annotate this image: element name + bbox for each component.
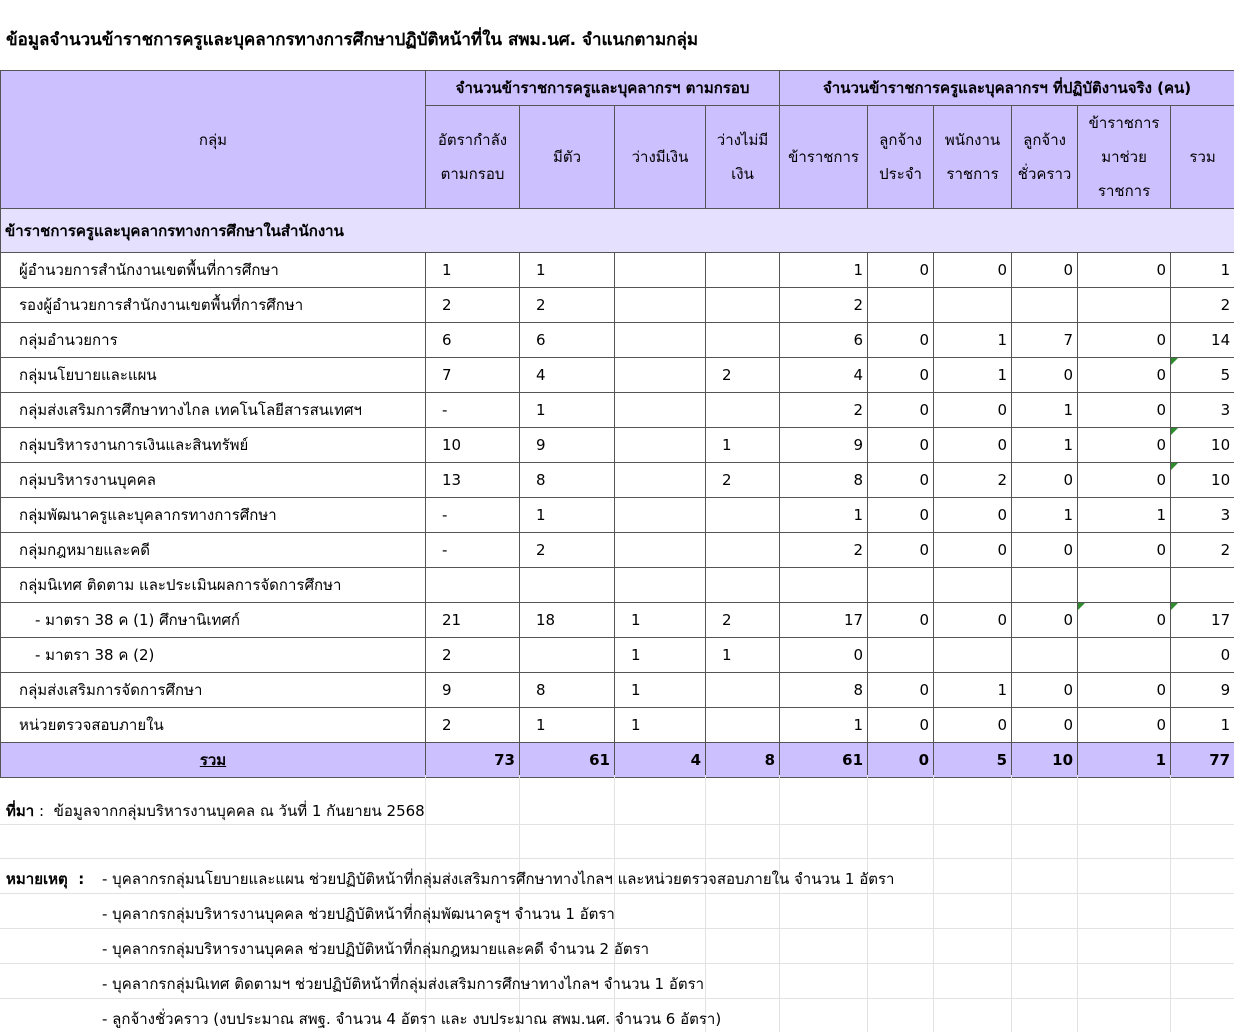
source-label: ที่มา (6, 802, 35, 820)
row-cell: 0 (934, 428, 1012, 463)
row-cell: 0 (934, 253, 1012, 288)
row-cell: 1 (780, 708, 868, 743)
total-cell: 0 (868, 743, 934, 778)
row-cell (615, 428, 706, 463)
row-cell (615, 393, 706, 428)
row-cell: 18 (520, 603, 615, 638)
row-cell: 2 (520, 288, 615, 323)
header-civil-servant: ข้าราชการ (788, 148, 859, 166)
remark-line: - บุคลากรกลุ่มนิเทศ ติดตามฯ ช่วยปฏิบัติหน้าที่กลุ่มส่งเสริมการศึกษาทางไกลฯ จำนวน 1 อัตรา (102, 975, 705, 993)
total-cell: 10 (1012, 743, 1078, 778)
remark-line: - บุคลากรกลุ่มบริหารงานบุคคล ช่วยปฏิบัติหน้าที่กลุ่มพัฒนาครูฯ จำนวน 1 อัตรา (102, 905, 615, 923)
total-label: รวม (1, 743, 426, 778)
row-cell: 1 (1078, 498, 1171, 533)
row-cell: 1 (934, 673, 1012, 708)
row-cell: 2 (780, 393, 868, 428)
row-cell: 0 (1078, 428, 1171, 463)
row-cell: 1 (520, 393, 615, 428)
row-cell: 0 (1078, 708, 1171, 743)
row-cell: 3 (1171, 393, 1234, 428)
row-cell (615, 253, 706, 288)
header-gov-employee: พนักงาน ราชการ (944, 131, 1001, 183)
row-cell: 0 (780, 638, 868, 673)
header-group: กลุ่ม (1, 71, 426, 209)
row-cell: 0 (934, 393, 1012, 428)
row-cell: 2 (706, 603, 780, 638)
row-cell: 0 (934, 708, 1012, 743)
row-cell: 0 (1078, 533, 1171, 568)
row-cell (934, 638, 1012, 673)
row-cell: - (426, 533, 520, 568)
row-cell (868, 568, 934, 603)
row-group-name: กลุ่มกฎหมายและคดี (1, 533, 426, 568)
source-note: ที่มา : ข้อมูลจากกลุ่มบริหารงานบุคคล ณ วันที่ 1 กันยายน 2568 (6, 802, 425, 820)
total-cell: 5 (934, 743, 1012, 778)
row-cell: 9 (780, 428, 868, 463)
header-present: มีตัว (552, 148, 582, 166)
row-cell: 2 (426, 288, 520, 323)
header-vacant-funded: ว่างมีเงิน (631, 148, 689, 166)
row-cell: 8 (780, 463, 868, 498)
row-cell: 1 (1171, 253, 1234, 288)
row-cell (615, 288, 706, 323)
row-cell: 0 (1012, 533, 1078, 568)
row-cell: 0 (1012, 253, 1078, 288)
row-cell: 6 (520, 323, 615, 358)
row-group-name: กลุ่มนิเทศ ติดตาม และประเมินผลการจัดการศึกษา (1, 568, 426, 603)
row-cell (615, 533, 706, 568)
row-cell: 1 (934, 323, 1012, 358)
row-cell: 0 (868, 673, 934, 708)
row-cell (780, 568, 868, 603)
row-cell: 0 (1012, 463, 1078, 498)
page-title: ข้อมูลจำนวนข้าราชการครูและบุคลากรทางการศึกษาปฏิบัติหน้าที่ใน สพม.นศ. จำแนกตามกลุ่ม (6, 30, 699, 50)
row-cell: 1 (615, 638, 706, 673)
row-cell (1012, 288, 1078, 323)
row-cell: 1 (615, 708, 706, 743)
row-group-name: กลุ่มอำนวยการ (1, 323, 426, 358)
row-cell (615, 498, 706, 533)
row-cell (615, 568, 706, 603)
row-cell (706, 288, 780, 323)
row-cell: 9 (520, 428, 615, 463)
header-quota: อัตรากำลัง ตามกรอบ (437, 131, 508, 183)
total-cell: 77 (1171, 743, 1234, 778)
row-cell (1012, 568, 1078, 603)
row-cell: 2 (780, 533, 868, 568)
row-cell: 0 (868, 428, 934, 463)
row-cell: 2 (780, 288, 868, 323)
header-actual: จำนวนข้าราชการครูและบุคลากรฯ ที่ปฏิบัติงานจริง (คน) (780, 71, 1234, 106)
row-cell: 9 (426, 673, 520, 708)
table-row (1, 533, 1234, 568)
row-cell: 10 (1171, 463, 1234, 498)
row-cell: 6 (426, 323, 520, 358)
row-group-name: - มาตรา 38 ค (2) (1, 638, 426, 673)
row-cell: 1 (780, 498, 868, 533)
row-cell: 2 (706, 358, 780, 393)
row-cell: 10 (426, 428, 520, 463)
table-row (1, 603, 1234, 638)
row-cell: 2 (1171, 533, 1234, 568)
row-cell: 17 (780, 603, 868, 638)
total-cell: 61 (780, 743, 868, 778)
remark-line: - ลูกจ้างชั่วคราว (งบประมาณ สพฐ. จำนวน 4 อัตรา และ งบประมาณ สพม.นศ. จำนวน 6 อัตรา) (102, 1010, 722, 1028)
row-cell (706, 673, 780, 708)
row-cell (868, 288, 934, 323)
row-cell: 5 (1171, 358, 1234, 393)
row-cell: 9 (1171, 673, 1234, 708)
row-cell (706, 533, 780, 568)
header-total: รวม (1189, 148, 1216, 166)
row-cell (706, 708, 780, 743)
row-cell: 10 (1171, 428, 1234, 463)
row-cell: 0 (1078, 323, 1171, 358)
row-cell: 6 (780, 323, 868, 358)
row-group-name: กลุ่มส่งเสริมการจัดการศึกษา (1, 673, 426, 708)
row-cell: 0 (868, 533, 934, 568)
row-cell: 0 (868, 463, 934, 498)
total-cell: 4 (615, 743, 706, 778)
row-cell: 0 (868, 253, 934, 288)
row-cell: 8 (780, 673, 868, 708)
row-group-name: รองผู้อำนวยการสำนักงานเขตพื้นที่การศึกษา (1, 288, 426, 323)
row-cell (706, 253, 780, 288)
row-cell: 7 (426, 358, 520, 393)
table-row (1, 463, 1234, 498)
row-cell: 4 (520, 358, 615, 393)
row-group-name: กลุ่มบริหารงานบุคคล (1, 463, 426, 498)
table-row (1, 288, 1234, 323)
header-temp-employee: ลูกจ้าง ชั่วคราว (1017, 131, 1072, 183)
row-cell (706, 568, 780, 603)
row-group-name: กลุ่มส่งเสริมการศึกษาทางไกล เทคโนโลยีสารสนเทศฯ (1, 393, 426, 428)
row-cell: 1 (780, 253, 868, 288)
row-cell: 0 (1078, 253, 1171, 288)
table-row (1, 393, 1234, 428)
remarks-label-wrap: หมายเหตุ : (6, 870, 85, 888)
row-cell: 0 (1078, 673, 1171, 708)
row-cell (615, 323, 706, 358)
row-group-name: กลุ่มนโยบายและแผน (1, 358, 426, 393)
row-cell: 0 (868, 323, 934, 358)
row-group-name: ผู้อำนวยการสำนักงานเขตพื้นที่การศึกษา (1, 253, 426, 288)
row-cell: 0 (1012, 603, 1078, 638)
row-cell: 0 (934, 533, 1012, 568)
row-cell: 2 (426, 708, 520, 743)
row-cell (1012, 638, 1078, 673)
source-text: ข้อมูลจากกลุ่มบริหารงานบุคคล ณ วันที่ 1 กันยายน 2568 (53, 802, 425, 820)
row-group-name: กลุ่มพัฒนาครูและบุคลากรทางการศึกษา (1, 498, 426, 533)
table-row (1, 708, 1234, 743)
row-cell: 0 (934, 498, 1012, 533)
section-label: ข้าราชการครูและบุคลากรทางการศึกษาในสำนักงาน (1, 209, 1234, 253)
row-cell: 2 (934, 463, 1012, 498)
table-row (1, 498, 1234, 533)
row-cell: 1 (520, 498, 615, 533)
row-cell: 2 (1171, 288, 1234, 323)
row-cell (706, 498, 780, 533)
row-cell: 7 (1012, 323, 1078, 358)
staff-table (0, 70, 1234, 778)
row-cell: 0 (1171, 638, 1234, 673)
row-cell (934, 568, 1012, 603)
row-cell: - (426, 393, 520, 428)
row-cell: 0 (1078, 603, 1171, 638)
remark-line: - บุคลากรกลุ่มนโยบายและแผน ช่วยปฏิบัติหน้าที่กลุ่มส่งเสริมการศึกษาทางไกลฯ และหน่วยตรวจสอบภายใน จำนวน 1 อัตรา (102, 870, 895, 888)
row-cell: 1 (1012, 393, 1078, 428)
row-cell: - (426, 498, 520, 533)
row-cell: 1 (1012, 498, 1078, 533)
row-cell (1078, 288, 1171, 323)
row-cell (1078, 638, 1171, 673)
row-cell: 8 (520, 463, 615, 498)
row-cell: 0 (934, 603, 1012, 638)
row-cell: 0 (1078, 358, 1171, 393)
row-cell: 3 (1171, 498, 1234, 533)
row-cell: 8 (520, 673, 615, 708)
row-cell: 1 (520, 253, 615, 288)
row-cell (1171, 568, 1234, 603)
row-cell: 1 (1012, 428, 1078, 463)
row-group-name: กลุ่มบริหารงานการเงินและสินทรัพย์ (1, 428, 426, 463)
row-cell: 0 (1078, 463, 1171, 498)
header-assist: ข้าราชการ มาช่วย ราชการ (1088, 114, 1160, 200)
table-row (1, 638, 1234, 673)
row-cell: 1 (706, 428, 780, 463)
row-cell: 17 (1171, 603, 1234, 638)
header-framework: จำนวนข้าราชการครูและบุคลากรฯ ตามกรอบ (426, 71, 780, 106)
row-cell: 1 (1171, 708, 1234, 743)
row-cell: 0 (1012, 708, 1078, 743)
row-cell: 1 (520, 708, 615, 743)
row-cell: 0 (868, 393, 934, 428)
row-cell (615, 358, 706, 393)
remarks-label: หมายเหตุ (6, 870, 68, 888)
row-cell: 14 (1171, 323, 1234, 358)
table-row (1, 323, 1234, 358)
total-cell: 8 (706, 743, 780, 778)
row-cell (868, 638, 934, 673)
row-cell (520, 638, 615, 673)
row-cell: 0 (868, 358, 934, 393)
row-cell: 1 (615, 673, 706, 708)
row-cell (934, 288, 1012, 323)
table-row (1, 428, 1234, 463)
row-cell: 0 (1012, 358, 1078, 393)
row-cell: 13 (426, 463, 520, 498)
row-cell (520, 568, 615, 603)
table-row (1, 253, 1234, 288)
row-cell: 1 (706, 638, 780, 673)
total-cell: 61 (520, 743, 615, 778)
row-cell: 2 (520, 533, 615, 568)
row-cell: 0 (1012, 673, 1078, 708)
row-cell (426, 568, 520, 603)
row-cell: 0 (868, 498, 934, 533)
row-cell (706, 393, 780, 428)
row-cell: 0 (868, 603, 934, 638)
row-cell (615, 463, 706, 498)
row-cell (706, 323, 780, 358)
row-cell: 0 (1078, 393, 1171, 428)
row-cell: 2 (706, 463, 780, 498)
table-row (1, 358, 1234, 393)
total-cell: 1 (1078, 743, 1171, 778)
row-group-name: หน่วยตรวจสอบภายใน (1, 708, 426, 743)
table-row (1, 673, 1234, 708)
remark-line: - บุคลากรกลุ่มบริหารงานบุคคล ช่วยปฏิบัติหน้าที่กลุ่มกฎหมายและคดี จำนวน 2 อัตรา (102, 940, 650, 958)
row-cell: 0 (868, 708, 934, 743)
row-cell: 1 (934, 358, 1012, 393)
row-cell (1078, 568, 1171, 603)
table-row (1, 568, 1234, 603)
total-cell: 73 (426, 743, 520, 778)
header-vacant-unfunded: ว่างไม่มี เงิน (716, 131, 769, 183)
row-cell: 21 (426, 603, 520, 638)
header-perm-employee: ลูกจ้าง ประจำ (879, 131, 922, 183)
row-cell: 4 (780, 358, 868, 393)
row-cell: 1 (426, 253, 520, 288)
row-group-name: - มาตรา 38 ค (1) ศึกษานิเทศก์ (1, 603, 426, 638)
row-cell: 2 (426, 638, 520, 673)
row-cell: 1 (615, 603, 706, 638)
